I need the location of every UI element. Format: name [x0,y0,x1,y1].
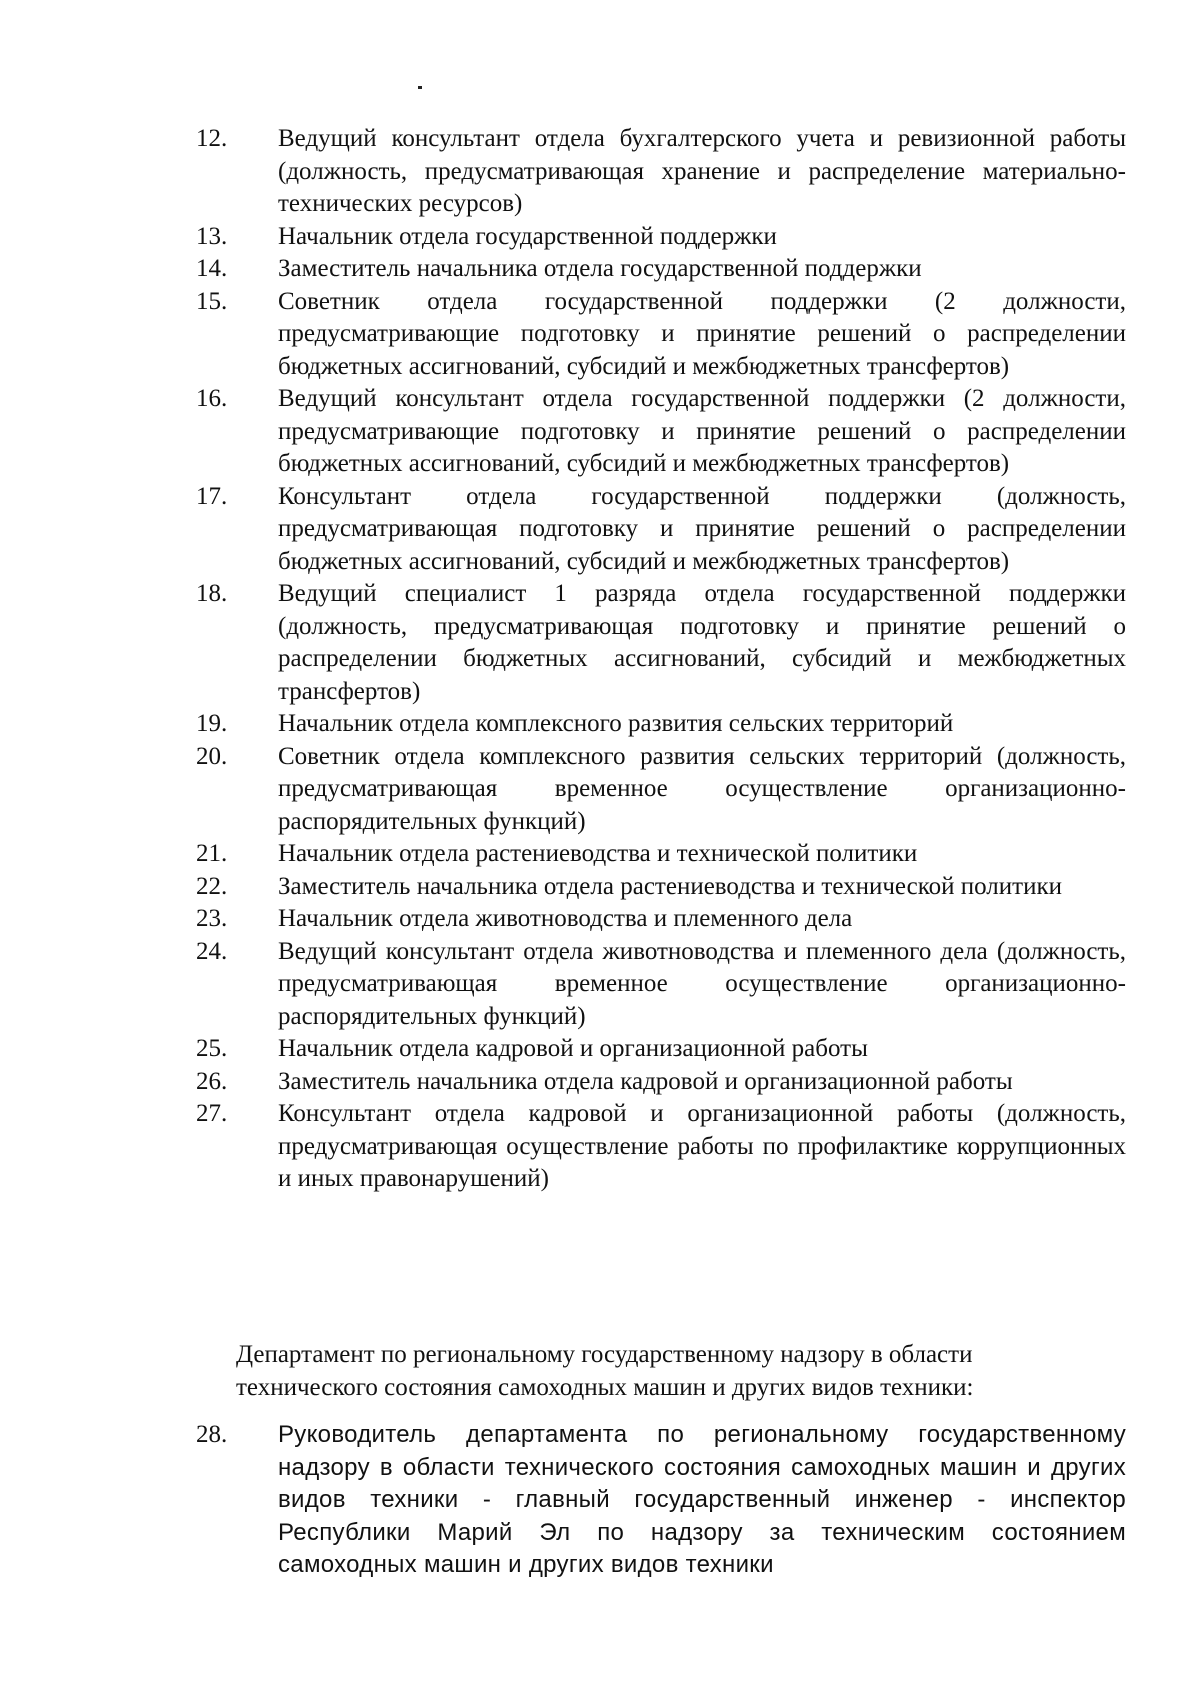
item-number: 20. [196,742,228,770]
item-text: Ведущий специалист 1 разряда отдела государственной поддержки (должность, предусматривающая подготовку и принятие решений о распределении бюджетных ассигнований, субсидий и межбюджетных трансфертов) [278,580,1126,705]
item-number: 27. [196,1100,228,1127]
list-item [196,481,1126,579]
item-number: 13. [196,222,228,250]
list-item [196,708,1126,741]
item-text: Начальник отдела государственной поддержки [278,222,777,250]
list-item [196,1033,1126,1066]
item-number: 21. [196,840,228,867]
item-number: 12. [196,125,228,152]
item-text: Ведущий консультант отдела государственной поддержки (2 должности, предусматривающие подготовку и принятие решений о распределении бюджетных ассигнований, субсидий и межбюджетных трансфертов) [278,385,1126,477]
item-number: 15. [196,287,228,315]
positions-list [196,123,1126,1196]
list-item [196,871,1126,904]
item-text: Консультант отдела государственной поддержки (должность, предусматривающая подготовку и принятие решений о распределении бюджетных ассигнований, субсидий и межбюджетных трансфертов) [278,482,1126,575]
list-item [196,578,1126,708]
item-number: 23. [196,905,228,932]
item-number: 16. [196,385,228,412]
list-item [196,383,1126,481]
item-text: Советник отдела комплексного развития сельских территорий (должность, предусматривающая временное осуществление организационно-распорядительных функций) [278,742,1126,835]
list-item [196,1066,1126,1099]
item-text: Заместитель начальника отдела государственной поддержки [278,255,922,282]
item-text: Ведущий консультант отдела животноводства и племенного дела (должность, предусматривающая временное осуществление организационно-распорядительных функций) [278,937,1126,1030]
list-item [196,286,1126,384]
scan-mark [418,86,422,89]
item-text: Ведущий консультант отдела бухгалтерского учета и ревизионной работы (должность, предусматривающая хранение и распределение материально-технических ресурсов) [278,125,1126,217]
list-item [196,838,1126,871]
item-number: 24. [196,937,228,965]
item-text: Заместитель начальника отдела кадровой и организационной работы [278,1067,1013,1095]
section-heading: Департамент по региональному государственному надзору в области технического состояния самоходных машин и других видов техники: [236,1341,974,1401]
item-text: Начальник отдела кадровой и организационной работы [278,1035,868,1062]
list-item [196,123,1126,221]
item-number: 18. [196,580,228,607]
item-text: Консультант отдела кадровой и организационной работы (должность, предусматривающая осуществление работы по профилактике коррупционных и иных правонарушений) [278,1100,1126,1192]
department-positions-list [196,1419,1126,1582]
item-text: Начальник отдела животноводства и племенного дела [278,905,853,932]
item-number: 25. [196,1035,228,1062]
list-item [196,1098,1126,1196]
item-text: Руководитель департамента по региональному государственному надзору в области технического состояния самоходных машин и других видов техники - главный государственный инженер - инспектор Республики Марий Эл по надзору за техническим состоянием самоходных машин и других видов техники [278,1421,1126,1578]
list-item [196,936,1126,1034]
list-item [196,1419,1126,1582]
item-number: 22. [196,872,228,900]
item-number: 26. [196,1067,228,1095]
list-item [196,221,1126,254]
item-text: Начальник отдела растениеводства и технической политики [278,840,918,867]
item-number: 17. [196,482,228,510]
item-number: 19. [196,710,228,737]
item-text: Советник отдела государственной поддержки (2 должности, предусматривающие подготовку и принятие решений о распределении бюджетных ассигнований, субсидий и межбюджетных трансфертов) [278,287,1126,380]
item-number: 14. [196,255,228,282]
list-item [196,903,1126,936]
list-item [196,253,1126,286]
list-item [196,741,1126,839]
item-text: Начальник отдела комплексного развития сельских территорий [278,710,954,737]
item-number: 28. [196,1421,228,1448]
item-text: Заместитель начальника отдела растениеводства и технической политики [278,872,1062,900]
